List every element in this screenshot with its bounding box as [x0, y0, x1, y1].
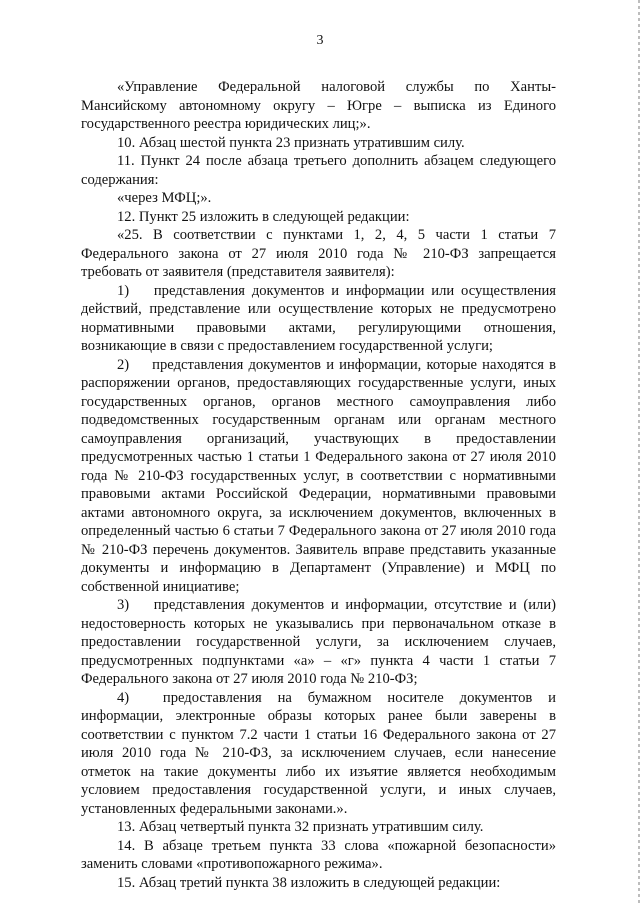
list-item-text: предоставления на бумажном носителе документов и информации, электронные образы которых ранее были заверены в соответствии с пунктом 7.2 части 1 статьи 16 Федерального закона от 27 июля 2010 года № 210-ФЗ, за исключением случаев, если нанесение отметок на такие документы либо их изъятие является необходимым условием предоставления государственной услуги, и иных случаев, установленных федеральными законами.». — [81, 689, 556, 817]
paragraph-item-15: 15. Абзац третий пункта 38 изложить в следующей редакции: — [117, 874, 501, 891]
paragraph-item-10: 10. Абзац шестой пункта 23 признать утратившим силу. — [117, 134, 465, 151]
list-item-number: 4) — [117, 689, 130, 706]
list-item-number: 3) — [117, 597, 130, 613]
list-item-number: 2) — [117, 356, 130, 373]
paragraph-item-14: 14. В абзаце третьем пункта 33 слова «пожарной безопасности» заменить словами «противопожарного режима». — [81, 837, 556, 872]
list-item-4 — [81, 689, 556, 819]
list-item-text: представления документов и информации или осуществления действий, представление или осуществление которых не предусмотрено нормативными правовыми актами, регулирующими отношения, возникающие в связи с предоставлением государственной услуги; — [81, 282, 556, 354]
paragraph-item-13: 13. Абзац четвертый пункта 32 признать утратившим силу. — [117, 819, 484, 835]
list-item-text: представления документов и информации, которые находятся в распоряжении органов, предоставляющих государственные услуги, иных государственных органов, органов местного самоуправления либо подведомственных государственным органам или органам местного самоуправления организаций, участвующих в предоставлении предусмотренных частью 1 статьи 1 Федерального закона от 27 июля 2010 года № 210-ФЗ государственных услуг, в соответствии с нормативными правовыми актами Российской Федерации, нормативными правовыми актами автономного округа, за исключением документов, включенных в определенный частью 6 статьи 7 Федерального закона от 27 июля 2010 года № 210-ФЗ перечень документов. Заявитель вправе представить указанные документы и информацию в Департамент (Управление) и МФЦ по собственной инициативе; — [81, 356, 556, 595]
paragraph-mfc-quote: «через МФЦ;». — [117, 190, 212, 206]
list-item-3 — [81, 596, 556, 689]
page-number: 3 — [316, 33, 324, 48]
document-body — [81, 78, 556, 892]
list-item-text: представления документов и информации, отсутствие и (или) недостоверность которых не указывались при первоначальном отказе в предоставлении государственной услуги, за исключением случаев, предусмотренных подпунктами «а» – «г» пункта 4 части 1 статьи 7 Федерального закона от 27 июля 2010 года № 210-ФЗ; — [81, 597, 557, 687]
list-item-2 — [81, 356, 556, 597]
list-item-1 — [81, 282, 556, 356]
paragraph-item-12: 12. Пункт 25 изложить в следующей редакции: — [117, 208, 410, 225]
paragraph-fns-office: «Управление Федеральной налоговой службы по Ханты-Мансийскому автономному округу – Югре – выписка из Единого государственного реестра юридических лиц;». — [81, 79, 556, 132]
paragraph-item-11: 11. Пункт 24 после абзаца третьего дополнить абзацем следующего содержания: — [81, 153, 556, 188]
list-item-number: 1) — [117, 282, 130, 299]
paragraph-clause-25: «25. В соответствии с пунктами 1, 2, 4, 5 части 1 статьи 7 Федерального закона от 27 июля 2010 года № 210-ФЗ запрещается требовать от заявителя (представителя заявителя): — [81, 227, 556, 280]
